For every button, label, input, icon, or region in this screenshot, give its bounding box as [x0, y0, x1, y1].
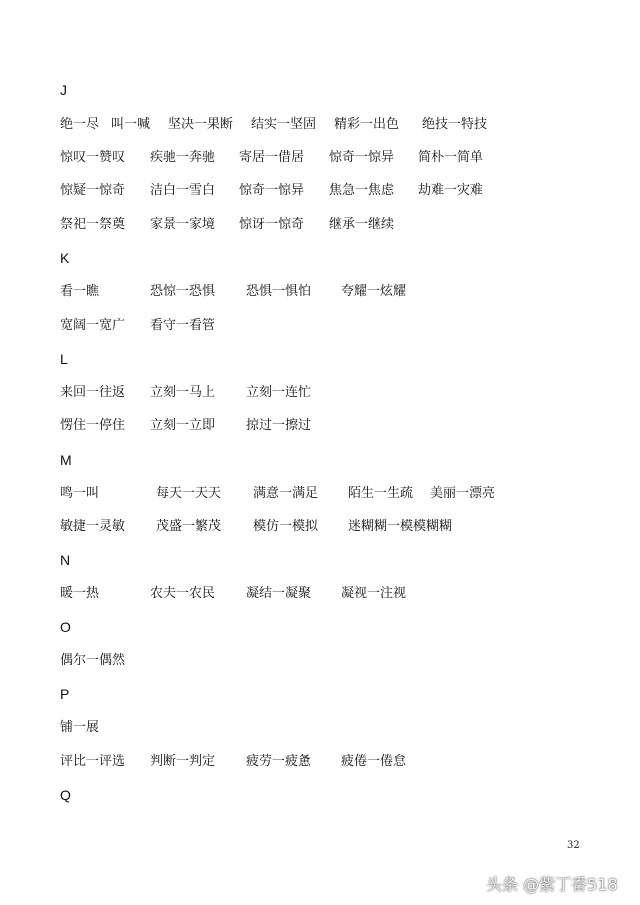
watermark: 头条 @紫丁香518 — [486, 875, 618, 894]
word-row — [0, 585, 640, 603]
word-pair: 寄居一借居 — [239, 150, 305, 165]
word-pair: 焦急一焦虑 — [329, 183, 395, 198]
word-row — [0, 116, 640, 134]
word-row — [0, 317, 640, 335]
word-pair: 模仿一模拟 — [253, 519, 319, 534]
word-pair: 结实一坚固 — [251, 117, 317, 132]
word-pair: 简朴一简单 — [418, 150, 484, 165]
word-row — [0, 149, 640, 167]
word-pair: 精彩一出色 — [334, 117, 400, 132]
section-letter: L — [60, 351, 68, 367]
word-row — [0, 652, 640, 670]
word-pair: 疾驰一奔驰 — [150, 150, 216, 165]
word-pair: 每天一天天 — [156, 486, 222, 501]
word-pair: 绝一尽 — [60, 117, 100, 132]
word-pair: 疲劳一疲惫 — [246, 754, 312, 769]
word-pair: 判断一判定 — [150, 754, 216, 769]
word-row — [0, 719, 640, 737]
word-pair: 劫难一灾难 — [418, 183, 484, 198]
word-pair: 恐惧一惧怕 — [246, 284, 312, 299]
section-letter: M — [60, 452, 72, 468]
word-pair: 敏捷一灵敏 — [60, 519, 126, 534]
page-number: 32 — [567, 840, 580, 851]
word-pair: 暖一热 — [60, 586, 100, 601]
word-pair: 满意一满足 — [253, 486, 319, 501]
word-row — [0, 518, 640, 536]
word-pair: 叫一喊 — [111, 117, 151, 132]
word-pair: 惊讶一惊奇 — [239, 217, 305, 232]
word-pair: 掠过一擦过 — [246, 418, 312, 433]
word-row — [0, 417, 640, 435]
word-pair: 恐惊一恐惧 — [150, 284, 216, 299]
word-pair: 坚决一果断 — [168, 117, 234, 132]
section-letter: Q — [60, 787, 71, 803]
word-row — [0, 182, 640, 200]
section-letter: J — [60, 82, 67, 98]
word-pair: 农夫一农民 — [150, 586, 216, 601]
word-pair: 夸耀一炫耀 — [341, 284, 407, 299]
word-row — [0, 216, 640, 234]
word-pair: 来回一往返 — [60, 385, 126, 400]
word-pair: 看一瞧 — [60, 284, 100, 299]
word-pair: 立刻一连忙 — [246, 385, 312, 400]
word-pair: 洁白一雪白 — [150, 183, 216, 198]
word-pair: 愣住一停住 — [60, 418, 126, 433]
word-pair: 立刻一马上 — [150, 385, 216, 400]
word-pair: 凝结一凝聚 — [246, 586, 312, 601]
word-pair: 绝技一特技 — [422, 117, 488, 132]
word-pair: 凝视一注视 — [341, 586, 407, 601]
word-pair: 家景一家境 — [150, 217, 216, 232]
word-pair: 茂盛一繁茂 — [156, 519, 222, 534]
word-pair: 继承一继续 — [329, 217, 395, 232]
section-letter: O — [60, 619, 71, 635]
section-letter: K — [60, 250, 70, 266]
word-pair: 看守一看管 — [150, 318, 216, 333]
word-pair: 宽阔一宽广 — [60, 318, 126, 333]
word-row — [0, 485, 640, 503]
word-pair: 陌生一生疏 — [348, 486, 414, 501]
word-pair: 惊奇一惊异 — [239, 183, 305, 198]
word-pair: 疲倦一倦怠 — [341, 754, 407, 769]
word-row — [0, 384, 640, 402]
section-letter: N — [60, 552, 71, 568]
word-row — [0, 753, 640, 771]
word-pair: 迷糊糊一模模糊糊 — [348, 519, 453, 534]
word-pair: 评比一评选 — [60, 754, 126, 769]
word-pair: 惊疑一惊奇 — [60, 183, 126, 198]
word-pair: 惊奇一惊异 — [329, 150, 395, 165]
word-row — [0, 283, 640, 301]
word-pair: 美丽一漂亮 — [430, 486, 496, 501]
word-pair: 铺一展 — [60, 720, 100, 735]
word-pair: 偶尔一偶然 — [60, 653, 126, 668]
word-pair: 立刻一立即 — [150, 418, 216, 433]
section-letter: P — [60, 686, 70, 702]
word-pair: 惊叹一赞叹 — [60, 150, 126, 165]
word-pair: 祭祀一祭奠 — [60, 217, 126, 232]
word-pair: 鸣一叫 — [60, 486, 100, 501]
